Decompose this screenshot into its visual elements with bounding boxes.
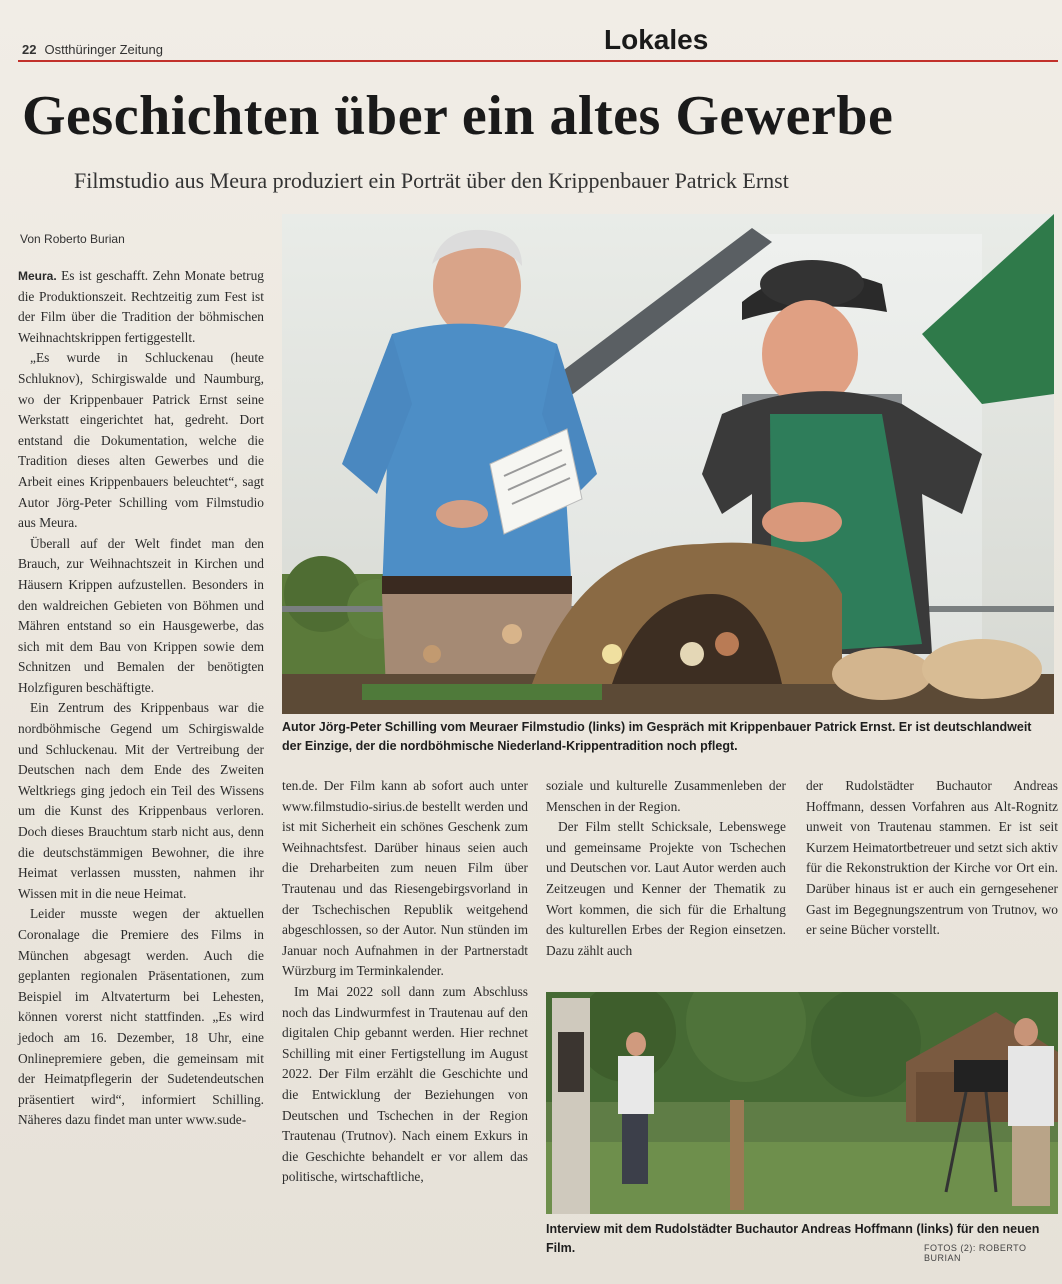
paragraph-intro: [18, 266, 264, 348]
second-photo-caption: Interview mit dem Rudolstädter Buchautor Andreas Hoffmann (links) für den neuen Film.: [546, 1222, 1040, 1255]
article-column-2: [282, 776, 528, 1188]
paragraph: Im Mai 2022 soll dann zum Abschluss noch das Lindwurmfest in Trautenau auf den digitalen Chip gebannt werden. Hier rechnet Schilling mit einer Fertigstellung im August 2022. Der Film erzählt die Geschichte und die Entwicklung der Beziehungen von Deutschen und Tschechen in der Region Trautenau (Trutnov). Nach einem Exkurs in die Geschichte behandelt er vor allem das politische, wirtschaftliche,: [282, 983, 528, 1185]
paragraph: Der Film stellt Schicksale, Lebenswege und gemeinsame Projekte von Tschechen und Deutschen vor. Laut Autor werden auch Zeitzeugen und Kenner der Thematik zu Wort kommen, die sich für die Erhaltung des kulturellen Erbes der Region einsetzen. Dazu zählt auch: [546, 819, 786, 958]
header-rule: [18, 60, 1058, 62]
second-photo-illustration: [546, 992, 1058, 1214]
paragraph: Überall auf der Welt findet man den Brauch, zur Weihnachtszeit in Kirchen und Häusern Krippen aufzustellen. Besonders in den waldreichen Gebieten von Böhmen und Mähren entstand so ein Hausgewerbe, das sich mit dem Bau von Krippen sowie dem Schnitzen und Bemalen der benötigten Holzfiguren beschäftigte.: [18, 535, 264, 695]
paragraph-intro-text: Es ist geschafft. Zehn Monate betrug die Produktionszeit. Rechtzeitig zum Fest ist der Film über die Tradition der böhmischen Weihnachtskrippen fertiggestellt.: [18, 268, 264, 345]
section-title: Lokales: [604, 24, 709, 55]
page-number: 22: [22, 42, 37, 57]
dateline-place: Meura.: [18, 269, 57, 283]
newspaper-name: Ostthüringer Zeitung: [44, 42, 163, 57]
paragraph: ten.de. Der Film kann ab sofort auch unter www.filmstudio-sirius.de bestellt werden und ist mit Sicherheit ein schönes Geschenk zum Weihnachtsfest. Darüber hinaus seien auch die Dreharbeiten zum neuen Film über Trautenau und das Riesengebirgsvorland in der Tschechischen Republik weitgehend abgeschlossen, so der Autor. Nun stünden im Januar noch Aufnahmen in der Partnerstadt Würzburg im Terminkalender.: [282, 778, 528, 979]
second-photo: [546, 992, 1058, 1214]
byline: Von Roberto Burian: [20, 232, 125, 246]
headline: Geschichten über ein altes Gewerbe: [22, 85, 894, 147]
main-photo-caption: Autor Jörg-Peter Schilling vom Meuraer Filmstudio (links) im Gespräch mit Krippenbauer Patrick Ernst. Er ist deutschlandweit der Einzige, der die nordböhmische Niederland-Krippentradition noch pflegt.: [282, 720, 1032, 753]
paragraph: Ein Zentrum des Krippenbaus war die nordböhmische Gegend um Schirgiswalde und Schluckenau. Mit der Vertreibung der Deutschen nach dem Ende des Zweiten Weltkriegs ging jedoch ein Teil des Wissens um die Kunst des Krippenbaus verloren. Doch dieses Brauchtum starb nicht aus, denn die deutschstämmigen Bewohner, die ihre Heimat verlassen mussten, nahmen ihr Wissen mit in die neue Heimat.: [18, 700, 264, 901]
article-column-3: [546, 776, 786, 961]
main-photo-illustration: [282, 214, 1054, 714]
photo-credit: FOTOS (2): ROBERTO BURIAN: [924, 1243, 1027, 1263]
page-header-left: [22, 42, 163, 57]
paragraph: soziale und kulturelle Zusammenleben der Menschen in der Region.: [546, 778, 786, 814]
subheadline: Filmstudio aus Meura produziert ein Porträt über den Krippenbauer Patrick Ernst: [74, 168, 789, 193]
paragraph: „Es wurde in Schluckenau (heute Schluknov), Schirgiswalde und Naumburg, wo der Krippenbauer Patrick Ernst seine Werkstatt eingerichtet hat, gedreht. Dort entstand die Dokumentation, welche die Tradition dieses alten Gewerbes und die Arbeit eines Krippenbauers beleuchtet“, sagt Autor Jörg-Peter Schilling vom Filmstudio aus Meura.: [18, 350, 264, 531]
paragraph: Leider musste wegen der aktuellen Coronalage die Premiere des Films in München abgesagt werden. Auch die geplanten regionalen Präsentationen, zum Beispiel im Altvaterturm bei Lehesten, können vorerst nicht stattfinden. „Es wird jedoch am 16. Dezember, 18 Uhr, eine Onlinepremiere geben, die gemeinsam mit der Heimatpflegerin der Sudetendeutschen präsentiert wird“, informiert Schilling. Näheres dazu findet man unter www.sude-: [18, 906, 264, 1128]
main-photo: [282, 214, 1054, 714]
article-column-4: [806, 776, 1058, 941]
paragraph: der Rudolstädter Buchautor Andreas Hoffmann, dessen Vorfahren aus Alt-Rognitz unweit von Trautenau stammen. Er ist seit Kurzem Heimatortbetreuer und setzt sich aktiv für die Rekonstruktion der Kirche vor Ort ein. Darüber hinaus ist er auch ein gerngesehener Gast im Begegnungszentrum von Trutnov, wo er seine Bücher vorstellt.: [806, 778, 1058, 938]
article-column-1: [18, 266, 264, 1131]
